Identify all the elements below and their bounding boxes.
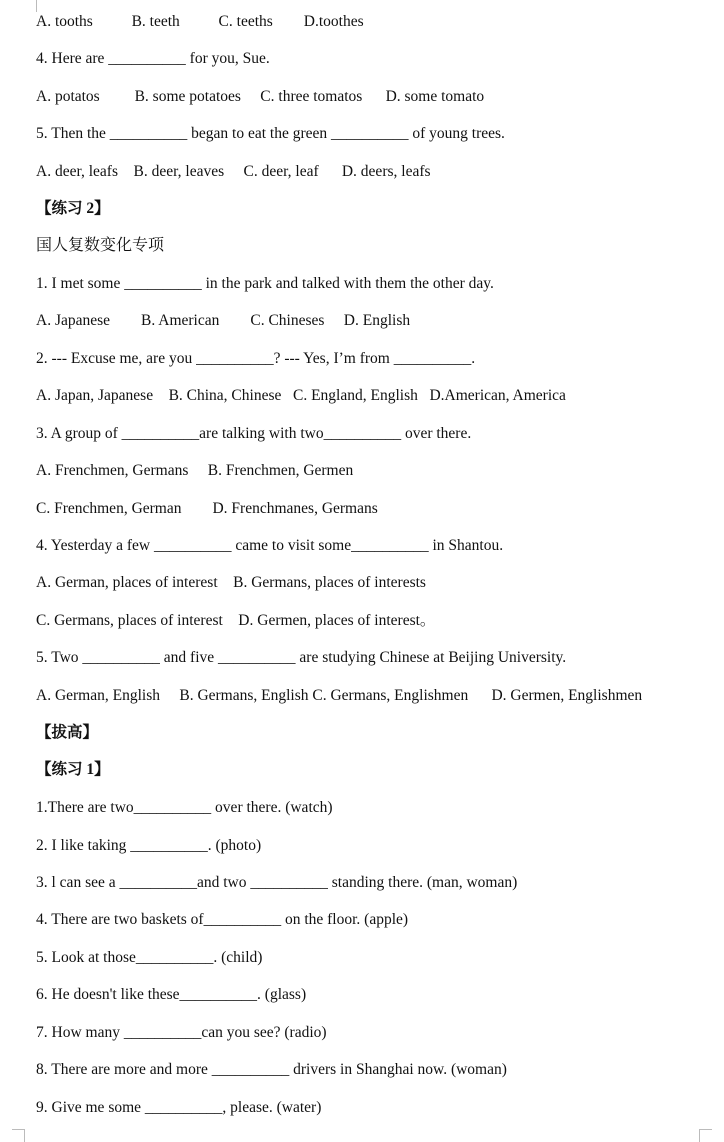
section-heading: 【练习 1】: [36, 761, 110, 778]
page-corner-mark: [24, 0, 37, 12]
answer-options: A. German, places of interest B. Germans, places of interests: [36, 574, 426, 591]
question-line: 3. l can see a __________and two __________ standing there. (man, woman): [36, 874, 518, 891]
answer-options: A. German, English B. Germans, English C. Germans, Englishmen D. Germen, Englishmen: [36, 687, 643, 704]
question-line: 4. Yesterday a few __________ came to visit some__________ in Shantou.: [36, 537, 504, 554]
page-corner-mark: [12, 1129, 25, 1142]
section-heading: 【拔高】: [36, 724, 99, 741]
answer-options: A. Japanese B. American C. Chineses D. English: [36, 312, 411, 329]
question-line: 1. I met some __________ in the park and talked with them the other day.: [36, 275, 494, 292]
page-corner-mark: [699, 1129, 712, 1142]
question-line: 1.There are two__________ over there. (watch): [36, 799, 333, 816]
answer-options: A. potatos B. some potatoes C. three tomatos D. some tomato: [36, 88, 485, 105]
answer-options: A. Frenchmen, Germans B. Frenchmen, Germen: [36, 462, 354, 479]
question-line: 5. Two __________ and five __________ are studying Chinese at Beijing University.: [36, 649, 567, 666]
question-line: 4. Here are __________ for you, Sue.: [36, 50, 270, 67]
question-line: 8. There are more and more __________ drivers in Shanghai now. (woman): [36, 1061, 507, 1078]
question-line: 3. A group of __________are talking with two__________ over there.: [36, 425, 472, 442]
answer-options: A. deer, leafs B. deer, leaves C. deer, leaf D. deers, leafs: [36, 163, 431, 180]
answer-options: A. tooths B. teeth C. teeths D.toothes: [36, 13, 364, 30]
section-subtitle: 国人复数变化专项: [36, 235, 165, 254]
question-line: 4. There are two baskets of__________ on the floor. (apple): [36, 911, 409, 928]
question-line: 2. --- Excuse me, are you __________? --- Yes, I’m from __________.: [36, 350, 476, 367]
question-line: 5. Look at those__________. (child): [36, 949, 263, 966]
answer-options: C. Germans, places of interest D. Germen, places of interest。: [36, 612, 436, 629]
question-line: 7. How many __________can you see? (radio): [36, 1024, 327, 1041]
answer-options: C. Frenchmen, German D. Frenchmanes, Germans: [36, 500, 378, 517]
question-line: 6. He doesn't like these__________. (glass): [36, 986, 307, 1003]
question-line: 9. Give me some __________, please. (water): [36, 1099, 322, 1116]
section-heading: 【练习 2】: [36, 200, 110, 217]
question-line: 2. I like taking __________. (photo): [36, 837, 262, 854]
question-line: 5. Then the __________ began to eat the green __________ of young trees.: [36, 125, 505, 142]
answer-options: A. Japan, Japanese B. China, Chinese C. England, English D.American, America: [36, 387, 566, 404]
